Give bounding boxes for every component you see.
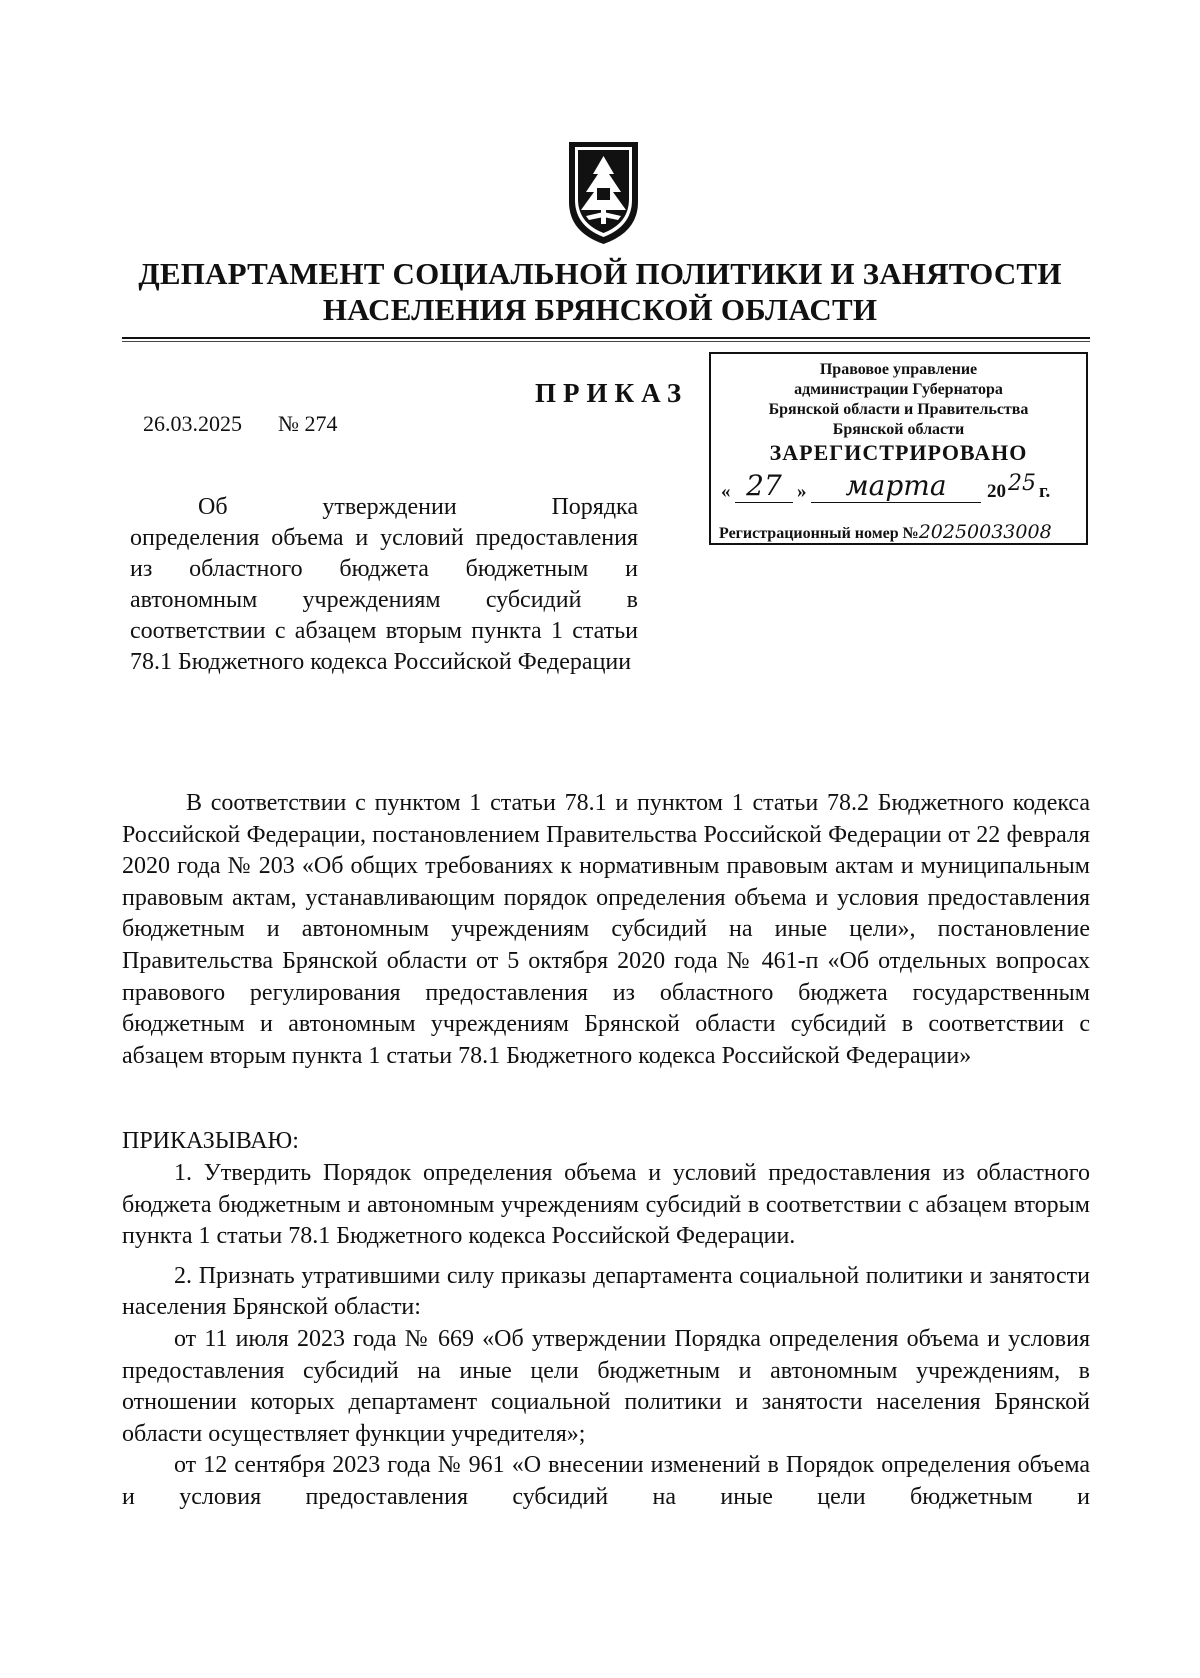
stamp-line-4: Брянской области: [832, 421, 965, 438]
item-2: 2. Признать утратившими силу приказы департамента социальной политики и занятости населения Брянской области:: [122, 1262, 1090, 1321]
preamble: [122, 788, 1090, 1072]
item-2-sub-1: от 11 июля 2023 года № 669 «Об утверждении Порядка определения объема и условия предоставления субсидий на иные цели бюджетным и автономным учреждениям, в отношении которых департамент социальной политики и занятости населения Брянской области осуществляет функции учредителя»;: [122, 1325, 1090, 1447]
subject-line-1: Об утверждении Порядка: [198, 494, 638, 520]
stamp-date-year-unit: г.: [1039, 481, 1051, 502]
subject-rest: определения объема и условий предоставления из областного бюджета бюджетным и автономным учреждениям субсидий в соответствии с абзацем вторым пункта 1 статьи 78.1 Бюджетного кодекса Российской Федерации: [130, 525, 638, 675]
item-1: 1. Утвердить Порядок определения объема и условий предоставления из областного бюджета бюджетным и автономным учреждениям субсидий в соответствии с абзацем вторым пункта 1 статьи 78.1 Бюджетного кодекса Российской Федерации.: [122, 1160, 1090, 1250]
header-divider: [122, 337, 1090, 339]
order-number: № 274: [278, 411, 338, 436]
stamp-registration-number: [719, 521, 1052, 543]
stamp-date-year-suffix: 25: [1008, 471, 1036, 496]
stamp-date-month: марта: [811, 469, 981, 503]
preamble-text: В соответствии с пунктом 1 статьи 78.1 и пунктом 1 статьи 78.2 Бюджетного кодекса Российской Федерации, постановлением Правительства Российской Федерации от 22 февраля 2020 года № 203 «Об общих требованиях к нормативным правовым актам и муниципальным правовым актам, устанавливающим порядок определения объема и условия предоставления бюджетным и автономным учреждениям субсидий на иные цели», постановление Правительства Брянской области от 5 октября 2020 года № 461-п «Об отдельных вопросах правового регулирования предоставления из областного бюджета государственным бюджетным и автономным учреждениям Брянской области субсидий в соответствии с абзацем вторым пункта 1 статьи 78.1 Бюджетного кодекса Российской Федерации»: [122, 790, 1090, 1069]
stamp-line-3: Брянской области и Правительства: [768, 401, 1029, 418]
command-word: ПРИКАЗЫВАЮ:: [122, 1128, 299, 1154]
order-date: 26.03.2025: [143, 411, 242, 436]
stamp-regnum-label: Регистрационный номер №: [719, 525, 919, 542]
order-subject: [130, 492, 638, 678]
stamp-regnum-value: 20250033008: [918, 521, 1052, 543]
order-title: ПРИКАЗ: [535, 378, 689, 408]
item-2-sub-2: от 12 сентября 2023 года № 961 «О внесении изменений в Порядок определения объема и условия предоставления субсидий на иные цели бюджетным и: [122, 1452, 1090, 1510]
department-title-line2: НАСЕЛЕНИЯ БРЯНСКОЙ ОБЛАСТИ: [322, 292, 878, 327]
stamp-registered: ЗАРЕГИСТРИРОВАНО: [769, 440, 1028, 465]
header-divider-thin: [122, 341, 1090, 342]
department-title-line1: ДЕПАРТАМЕНТ СОЦИАЛЬНОЙ ПОЛИТИКИ И ЗАНЯТОСТИ: [138, 256, 1062, 291]
stamp-date: « 27 » марта 20 25 г.: [721, 469, 1051, 502]
coat-of-arms-icon: [566, 140, 641, 246]
stamp-line-2: администрации Губернатора: [794, 381, 1003, 398]
stamp-date-day: 27: [735, 469, 793, 503]
order-items: [122, 1158, 1090, 1514]
stamp-date-year-prefix: 20: [987, 481, 1006, 502]
registration-stamp: [709, 352, 1088, 545]
stamp-line-1: Правовое управление: [819, 361, 978, 378]
